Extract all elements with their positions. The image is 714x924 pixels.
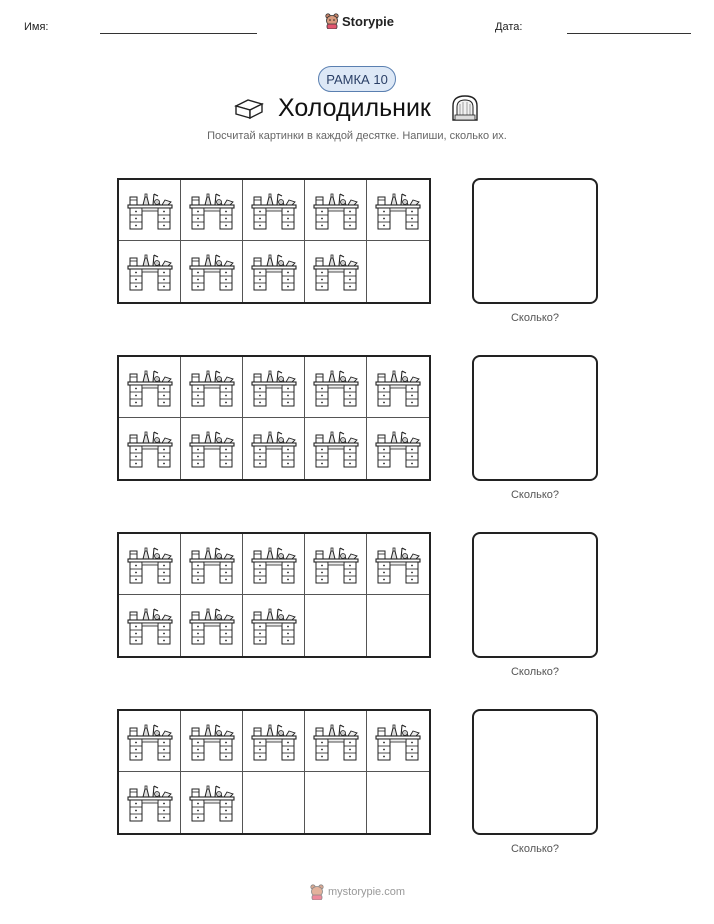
desk-with-lab-equipment-icon xyxy=(189,606,235,646)
desk-with-lab-equipment-icon xyxy=(313,545,359,585)
frame-cell-filled xyxy=(305,357,367,418)
frame-cell-filled xyxy=(305,711,367,772)
frame-cell-filled xyxy=(119,241,181,302)
frame-cell-filled xyxy=(305,180,367,241)
desk-with-lab-equipment-icon xyxy=(127,252,173,292)
frame-cell-filled xyxy=(367,711,429,772)
frame-cell-filled xyxy=(119,357,181,418)
desk-with-lab-equipment-icon xyxy=(251,545,297,585)
brand-logo xyxy=(325,13,394,29)
frame-cell-empty xyxy=(305,772,367,833)
desk-with-lab-equipment-icon xyxy=(251,429,297,469)
desk-with-lab-equipment-icon xyxy=(127,545,173,585)
frame-cell-filled xyxy=(243,534,305,595)
desk-with-lab-equipment-icon xyxy=(375,722,421,762)
frame-cell-filled xyxy=(119,534,181,595)
frame-cell-empty xyxy=(367,772,429,833)
name-label: Имя: xyxy=(24,21,49,33)
frame-cell-filled xyxy=(181,595,243,656)
desk-with-lab-equipment-icon xyxy=(127,368,173,408)
answer-label: Сколько? xyxy=(510,312,560,324)
answer-label: Сколько? xyxy=(510,489,560,501)
answer-box[interactable] xyxy=(472,178,598,304)
frame-cell-filled xyxy=(181,772,243,833)
desk-with-lab-equipment-icon xyxy=(251,606,297,646)
desk-with-lab-equipment-icon xyxy=(127,606,173,646)
desk-with-lab-equipment-icon xyxy=(375,191,421,231)
desk-with-lab-equipment-icon xyxy=(313,252,359,292)
desk-with-lab-equipment-icon xyxy=(313,191,359,231)
ten-frame xyxy=(117,355,431,481)
desk-with-lab-equipment-icon xyxy=(127,783,173,823)
frame-cell-filled xyxy=(119,180,181,241)
frame-cell-filled xyxy=(243,180,305,241)
answer-box[interactable] xyxy=(472,355,598,481)
desk-with-lab-equipment-icon xyxy=(127,429,173,469)
frame-cell-filled xyxy=(181,180,243,241)
instructions: Посчитай картинки в каждой десятке. Напиши, сколько их. xyxy=(207,130,507,142)
frame-cell-empty xyxy=(305,595,367,656)
bear-mascot-icon xyxy=(310,884,324,900)
frame-cell-filled xyxy=(243,595,305,656)
frame-cell-filled xyxy=(367,357,429,418)
frame-cell-empty xyxy=(367,241,429,302)
desk-with-lab-equipment-icon xyxy=(189,545,235,585)
frame-cell-filled xyxy=(243,418,305,479)
frame-cell-filled xyxy=(119,418,181,479)
frame-cell-filled xyxy=(305,241,367,302)
answer-box[interactable] xyxy=(472,709,598,835)
footer-url: mystorypie.com xyxy=(328,886,406,898)
desk-with-lab-equipment-icon xyxy=(313,722,359,762)
date-field[interactable] xyxy=(567,33,691,34)
frame-cell-filled xyxy=(367,534,429,595)
frame-cell-filled xyxy=(181,241,243,302)
desk-with-lab-equipment-icon xyxy=(189,783,235,823)
desk-with-lab-equipment-icon xyxy=(189,722,235,762)
desk-with-lab-equipment-icon xyxy=(127,191,173,231)
frame-cell-filled xyxy=(367,418,429,479)
desk-with-lab-equipment-icon xyxy=(313,429,359,469)
frame-cell-empty xyxy=(243,772,305,833)
frame-cell-filled xyxy=(181,418,243,479)
desk-with-lab-equipment-icon xyxy=(375,368,421,408)
frame-cell-filled xyxy=(243,357,305,418)
page-title: Холодильник xyxy=(278,94,431,122)
footer xyxy=(310,884,405,900)
answer-label: Сколько? xyxy=(510,843,560,855)
ten-frame xyxy=(117,709,431,835)
bear-mascot-icon xyxy=(325,13,339,29)
frame-cell-filled xyxy=(119,711,181,772)
date-label: Дата: xyxy=(495,21,523,33)
frame-cell-filled xyxy=(119,772,181,833)
ten-frame xyxy=(117,532,431,658)
desk-with-lab-equipment-icon xyxy=(251,722,297,762)
ten-frame xyxy=(117,178,431,304)
frame-cell-filled xyxy=(181,711,243,772)
frame-cell-empty xyxy=(367,595,429,656)
answer-box[interactable] xyxy=(472,532,598,658)
desk-with-lab-equipment-icon xyxy=(375,429,421,469)
desk-with-lab-equipment-icon xyxy=(189,429,235,469)
brand-name: Storypie xyxy=(342,13,395,29)
frame-cell-filled xyxy=(367,180,429,241)
frame-cell-filled xyxy=(119,595,181,656)
desk-with-lab-equipment-icon xyxy=(189,191,235,231)
desk-with-lab-equipment-icon xyxy=(127,722,173,762)
frame-cell-filled xyxy=(181,534,243,595)
desk-with-lab-equipment-icon xyxy=(251,191,297,231)
desk-with-lab-equipment-icon xyxy=(313,368,359,408)
frame-cell-filled xyxy=(305,534,367,595)
name-field[interactable] xyxy=(100,33,257,34)
frame-badge: РАМКА 10 xyxy=(318,66,396,92)
desk-with-lab-equipment-icon xyxy=(375,545,421,585)
desk-with-lab-equipment-icon xyxy=(251,368,297,408)
desk-with-lab-equipment-icon xyxy=(251,252,297,292)
frame-cell-filled xyxy=(243,711,305,772)
fridge-icon xyxy=(450,94,480,122)
answer-label: Сколько? xyxy=(510,666,560,678)
desk-with-lab-equipment-icon xyxy=(189,368,235,408)
frame-cell-filled xyxy=(181,357,243,418)
frame-cell-filled xyxy=(243,241,305,302)
desk-with-lab-equipment-icon xyxy=(189,252,235,292)
frame-cell-filled xyxy=(305,418,367,479)
